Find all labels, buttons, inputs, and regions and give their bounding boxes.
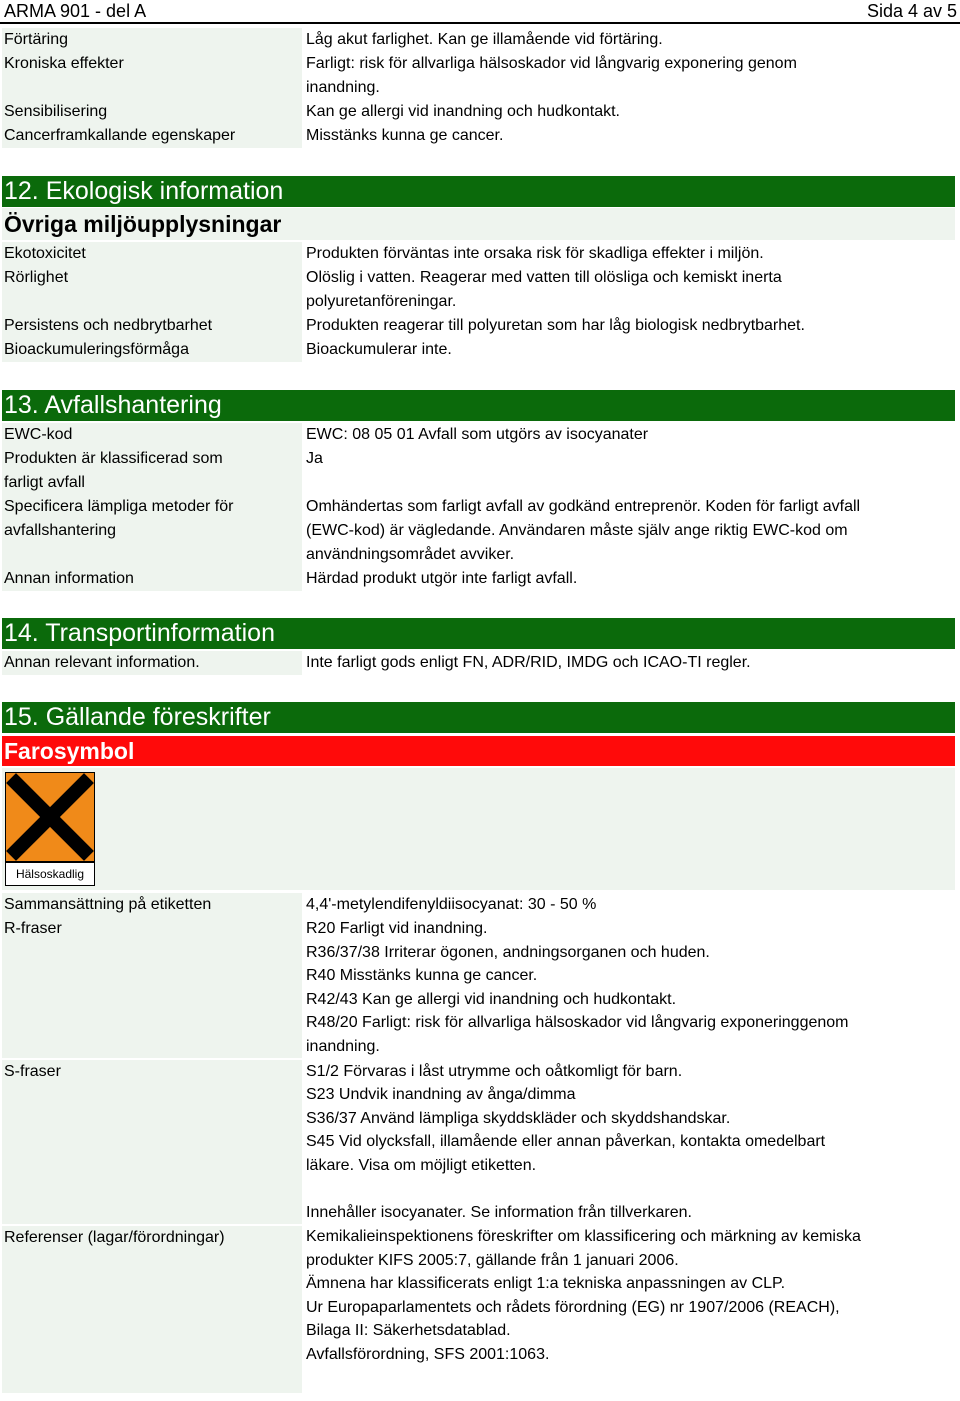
row-text: Ja: [306, 450, 323, 467]
row-label: Cancerframkallande egenskaper: [2, 124, 302, 148]
row-label: Sammansättning på etiketten: [2, 893, 302, 917]
row-text: polyuretanföreningar.: [306, 293, 457, 310]
row-text: Inte farligt gods enligt FN, ADR/RID, IMDG och ICAO-TI regler.: [306, 654, 751, 671]
row-text: Avfallsförordning, SFS 2001:1063.: [306, 1346, 550, 1363]
row-text: användningsområdet avviker.: [306, 546, 515, 563]
row-label: Annan information: [2, 567, 302, 591]
row-text: R42/43 Kan ge allergi vid inandning och hudkontakt.: [306, 991, 677, 1008]
row-text: Olöslig i vatten. Reagerar med vatten till olösliga och kemiskt inerta: [306, 269, 782, 286]
row-text: Bioackumulerar inte.: [306, 341, 452, 358]
farosymbol-header: [2, 736, 955, 766]
row-text: läkare. Visa om möjligt etiketten.: [306, 1157, 537, 1174]
row-label: Bioackumuleringsförmåga: [2, 338, 302, 362]
row-text: Kan ge allergi vid inandning och hudkontakt.: [306, 103, 620, 120]
row-text: Härdad produkt utgör inte farligt avfall.: [306, 570, 578, 587]
row-label: Persistens och nedbrytbarhet: [2, 314, 302, 338]
row-text: Ur Europaparlamentets och rådets förordning (EG) nr 1907/2006 (REACH),: [306, 1299, 840, 1316]
row-label: Specificera lämpliga metoder för avfallshantering: [2, 495, 302, 567]
row-text: Misstänks kunna ge cancer.: [306, 127, 504, 144]
document-title: ARMA 901 - del A: [4, 1, 147, 21]
row-label: Rörlighet: [2, 266, 302, 314]
row-text: S1/2 Förvaras i låst utrymme och oåtkomligt för barn.: [306, 1063, 683, 1080]
row-text: S36/37 Använd lämpliga skyddskläder och skyddshandskar.: [306, 1110, 731, 1127]
row-text: Produkten förväntas inte orsaka risk för skadliga effekter i miljön.: [306, 245, 764, 262]
row-text: Innehåller isocyanater. Se information från tillverkaren.: [306, 1204, 692, 1221]
row-label: EWC-kod: [2, 423, 302, 447]
farosymbol-title: Farosymbol: [4, 738, 135, 764]
row-label: Kroniska effekter: [2, 52, 302, 100]
row-label: Produkten är klassificerad som farligt avfall: [2, 447, 302, 495]
row-text: R48/20 Farligt: risk för allvarliga hälsoskador vid långvarig exponeringgenom: [306, 1014, 849, 1031]
row-text: R40 Misstänks kunna ge cancer.: [306, 967, 538, 984]
row-text: S45 Vid olycksfall, illamående eller annan påverkan, kontakta omedelbart: [306, 1133, 826, 1150]
row-text: Ämnena har klassificerats enligt 1:a tekniska anpassningen av CLP.: [306, 1275, 786, 1292]
row-text: Farligt: risk för allvarliga hälsoskador vid långvarig exponering genom: [306, 55, 797, 72]
row-text: (EWC-kod) är vägledande. Användaren måste själv ange riktig EWC-kod om: [306, 522, 848, 539]
row-label: Sensibilisering: [2, 100, 302, 124]
section-13-title: 13. Avfallshantering: [4, 391, 222, 419]
row-label: Ekotoxicitet: [2, 242, 302, 266]
hazard-symbol-band: [2, 768, 955, 890]
section-15-title: 15. Gällande föreskrifter: [4, 703, 271, 731]
row-text: S23 Undvik inandning av ånga/dimma: [306, 1086, 576, 1103]
row-text: R20 Farligt vid inandning.: [306, 920, 488, 937]
row-text: Låg akut farlighet. Kan ge illamående vid förtäring.: [306, 31, 663, 48]
section-12-subtitle: Övriga miljöupplysningar: [4, 211, 282, 237]
row-text: Omhändertas som farligt avfall av godkänd entreprenör. Koden för farligt avfall: [306, 498, 861, 515]
row-text: inandning.: [306, 79, 380, 96]
row-text: 4,4'-metylendifenyldiisocyanat: 30 - 50 %: [306, 896, 597, 913]
section-12-title: 12. Ekologisk information: [4, 177, 284, 205]
row-text: R36/37/38 Irriterar ögonen, andningsorganen och huden.: [306, 944, 710, 961]
row-label: Förtäring: [2, 28, 302, 52]
row-label: Referenser (lagar/förordningar): [2, 1226, 302, 1393]
hazard-symbol: [5, 772, 95, 888]
row-text: produkter KIFS 2005:7, gällande från 1 januari 2006.: [306, 1252, 679, 1269]
row-text: EWC: 08 05 01 Avfall som utgörs av isocyanater: [306, 426, 649, 443]
row-label: Annan relevant information.: [2, 651, 302, 675]
row-label: S-fraser: [2, 1060, 302, 1224]
row-text: Kemikalieinspektionens föreskrifter om klassificering och märkning av kemiska: [306, 1228, 861, 1245]
row-text: inandning.: [306, 1038, 380, 1055]
row-text: Bilaga II: Säkerhetsdatablad.: [306, 1322, 511, 1339]
section-14-title: 14. Transportinformation: [4, 619, 275, 647]
row-text: Produkten reagerar till polyuretan som har låg biologisk nedbrytbarhet.: [306, 317, 805, 334]
hazard-caption: Hälsoskadlig: [5, 862, 95, 886]
row-label: R-fraser: [2, 917, 302, 1058]
hazard-x-icon: [5, 772, 95, 862]
page-number: Sida 4 av 5: [866, 1, 957, 21]
page-header: [0, 0, 960, 24]
